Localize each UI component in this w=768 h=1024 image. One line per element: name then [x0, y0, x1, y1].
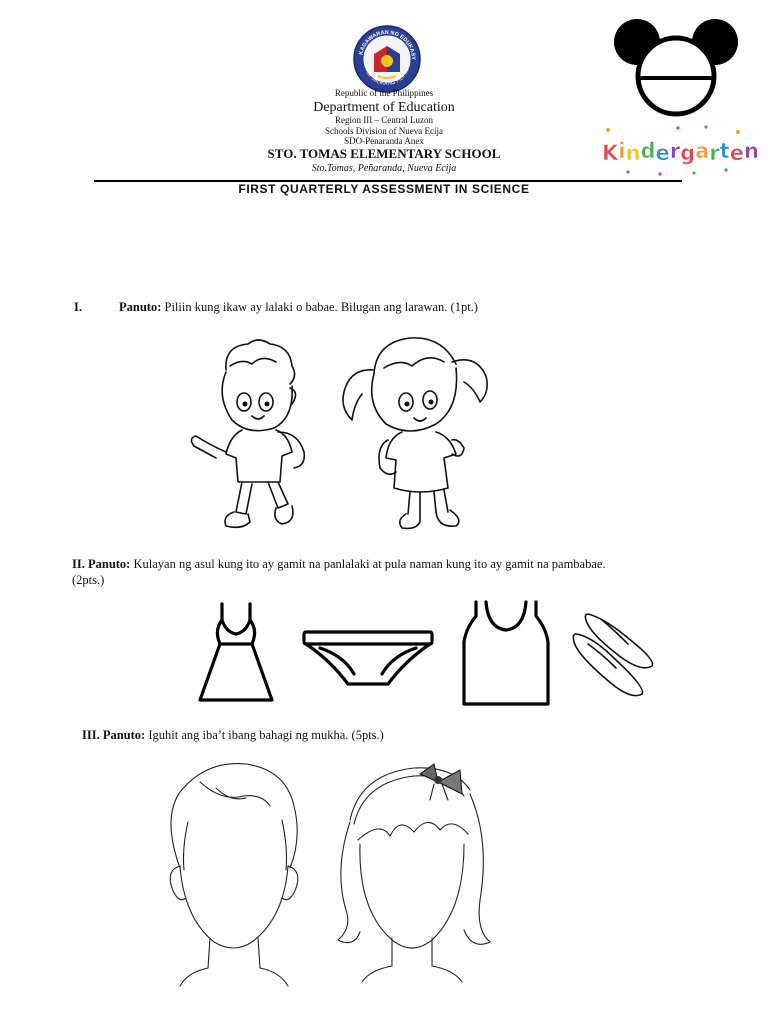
section-2-instruction — [72, 556, 744, 588]
republic-line: Republic of the Philippines — [334, 88, 434, 98]
section-2-points: (2pts.) — [72, 573, 105, 587]
seal-top-text: KAGAWARAN NG EDUKASYON — [349, 20, 417, 61]
department-name: Department of Education — [313, 100, 455, 115]
kindergarten-letter: e — [729, 141, 744, 165]
division-line: Schools Division of Nueva Ecija — [325, 126, 443, 136]
region-line: Region III – Central Luzon — [335, 115, 433, 125]
section-3-label: Panuto: — [102, 728, 146, 742]
section-1-instruction — [119, 300, 478, 315]
assessment-title: FIRST QUARTERLY ASSESSMENT IN SCIENCE — [238, 182, 530, 196]
section-3-text: Iguhit ang iba’t ibang bahagi ng mukha. (5pts.) — [148, 728, 384, 742]
kindergarten-letter: K — [602, 141, 619, 165]
kindergarten-letter: r — [709, 141, 720, 165]
section-2-label: Panuto: — [87, 557, 131, 571]
kindergarten-letter: i — [618, 139, 626, 163]
deped-seal — [349, 20, 422, 94]
section-2-text: Kulayan ng asul kung ito ay gamit na panlalaki at pula naman kung ito ay gamit na pambabae. — [133, 557, 606, 571]
section-1-text: Piliin kung ikaw ay lalaki o babae. Bilugan ang larawan. (1pt.) — [164, 300, 478, 314]
girl-drawing — [340, 328, 490, 540]
kindergarten-letter: d — [640, 139, 656, 163]
kindergarten-letter: t — [719, 139, 730, 163]
kindergarten-letter: n — [625, 141, 641, 165]
flat-shoes-icon — [570, 608, 662, 700]
school-name: STO. TOMAS ELEMENTARY SCHOOL — [267, 146, 501, 161]
kindergarten-letter: e — [655, 141, 670, 165]
kindergarten-letter: r — [669, 139, 681, 163]
sdo-line: SDO-Penaranda Anex — [344, 136, 424, 146]
seal-bottom-text: REPUBLIKA NG PILIPINAS — [363, 63, 412, 88]
section-3-instruction — [82, 728, 384, 743]
section-1-label: Panuto: — [119, 300, 162, 314]
briefs-icon — [300, 628, 436, 692]
dress-icon — [192, 600, 280, 708]
kindergarten-letter: a — [695, 139, 710, 163]
school-address: Sto.Tomas, Peñaranda, Nueva Ecija — [311, 163, 457, 174]
section-2-number: II. — [72, 557, 85, 571]
girl-face-outline — [330, 760, 494, 986]
kindergarten-letter: g — [680, 141, 696, 165]
tank-top-icon — [458, 598, 554, 708]
section-1-number: I. — [74, 300, 82, 314]
boy-face-outline — [160, 758, 306, 988]
boy-drawing — [186, 336, 322, 544]
kindergarten-letter: n — [743, 139, 759, 163]
section-3-number: III. — [82, 728, 100, 742]
